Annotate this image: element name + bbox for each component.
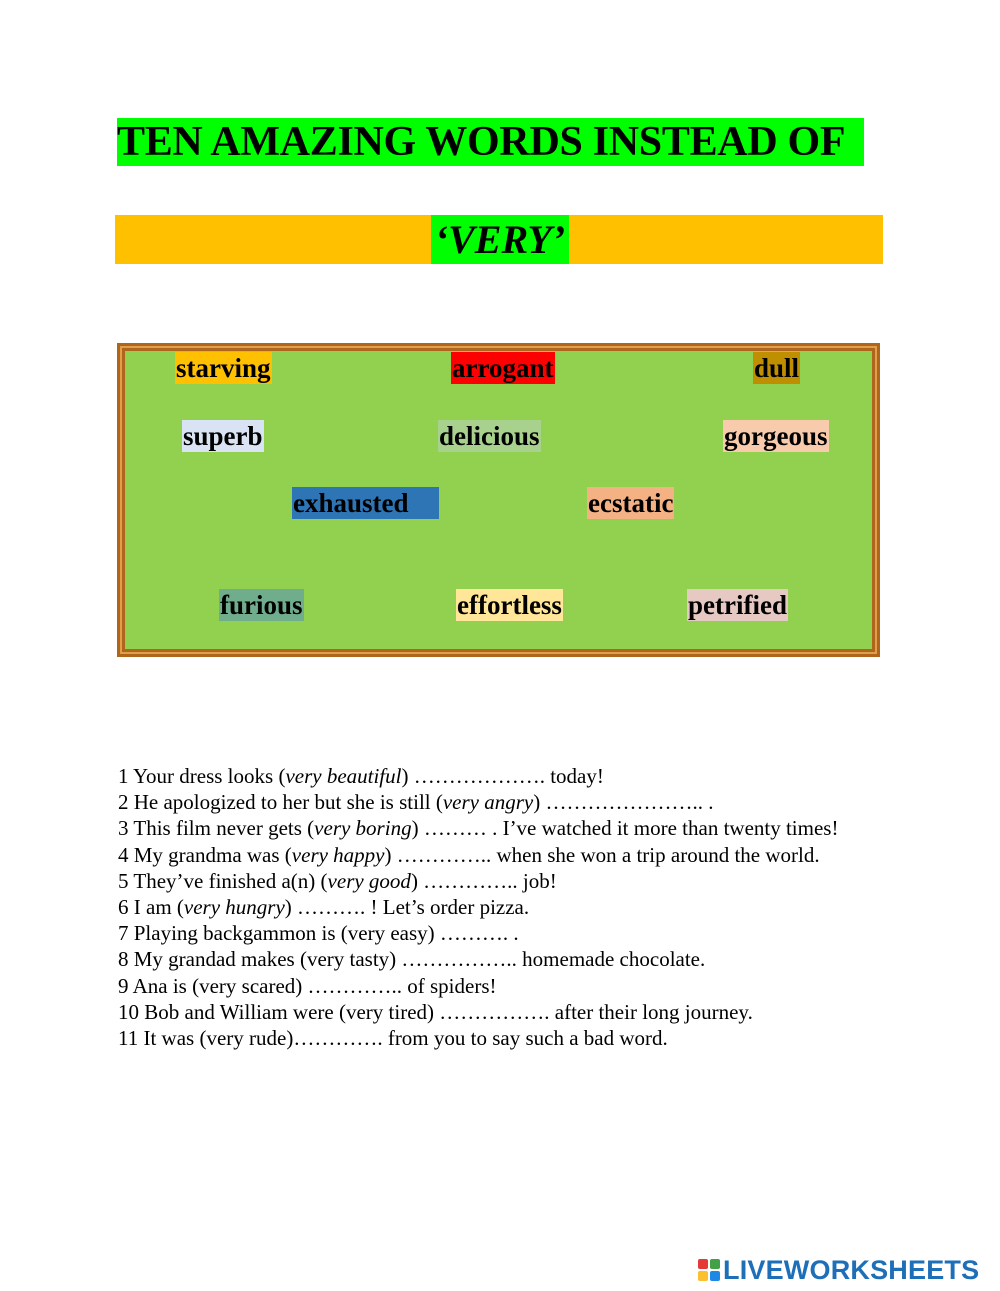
exercise-3: 3 This film never gets (very boring) ……… . I’ve watched it more than twenty times! xyxy=(118,816,839,841)
word-bank-board xyxy=(117,343,880,657)
exercise-5: 5 They’ve finished a(n) (very good) ………….. job! xyxy=(118,868,557,893)
exercise-6: 6 I am (very hungry) ………. ! Let’s order pizza. xyxy=(118,895,530,920)
word-arrogant: arrogant xyxy=(452,353,554,383)
worksheet-title-line1: TEN AMAZING WORDS INSTEAD OF xyxy=(117,118,864,166)
logo-text: LIVEWORKSHEETS xyxy=(723,1254,980,1285)
word-ecstatic: ecstatic xyxy=(588,488,674,518)
exercise-2: 2 He apologized to her but she is still (very angry) ………………….. . xyxy=(118,790,714,815)
worksheet-title-line2: ‘VERY’ xyxy=(431,215,569,264)
exercise-11: 11 It was (very rude)…………. from you to say such a bad word. xyxy=(118,1026,668,1051)
liveworksheets-logo-icon xyxy=(698,1259,720,1281)
exercise-9: 9 Ana is (very scared) ………….. of spiders! xyxy=(118,973,497,998)
exercise-1: 1 Your dress looks (very beautiful) ………………. today! xyxy=(118,764,604,788)
word-exhausted: exhausted xyxy=(292,487,439,519)
exercise-list xyxy=(118,763,898,1051)
word-superb: superb xyxy=(183,421,263,451)
exercise-4: 4 My grandma was (very happy) ………….. when she won a trip around the world. xyxy=(118,842,820,867)
word-furious: furious xyxy=(220,590,303,620)
word-petrified: petrified xyxy=(688,590,787,620)
exercise-7: 7 Playing backgammon is (very easy) ………. . xyxy=(118,921,519,946)
word-effortless: effortless xyxy=(457,590,562,620)
word-delicious: delicious xyxy=(439,421,540,451)
exercise-8: 8 My grandad makes (very tasty) …………….. homemade chocolate. xyxy=(118,947,706,972)
word-dull: dull xyxy=(754,353,800,383)
word-starving: starving xyxy=(176,353,271,383)
liveworksheets-logo xyxy=(698,1255,979,1285)
word-gorgeous: gorgeous xyxy=(724,421,828,451)
exercise-10: 10 Bob and William were (very tired) ……………. after their long journey. xyxy=(118,999,753,1024)
